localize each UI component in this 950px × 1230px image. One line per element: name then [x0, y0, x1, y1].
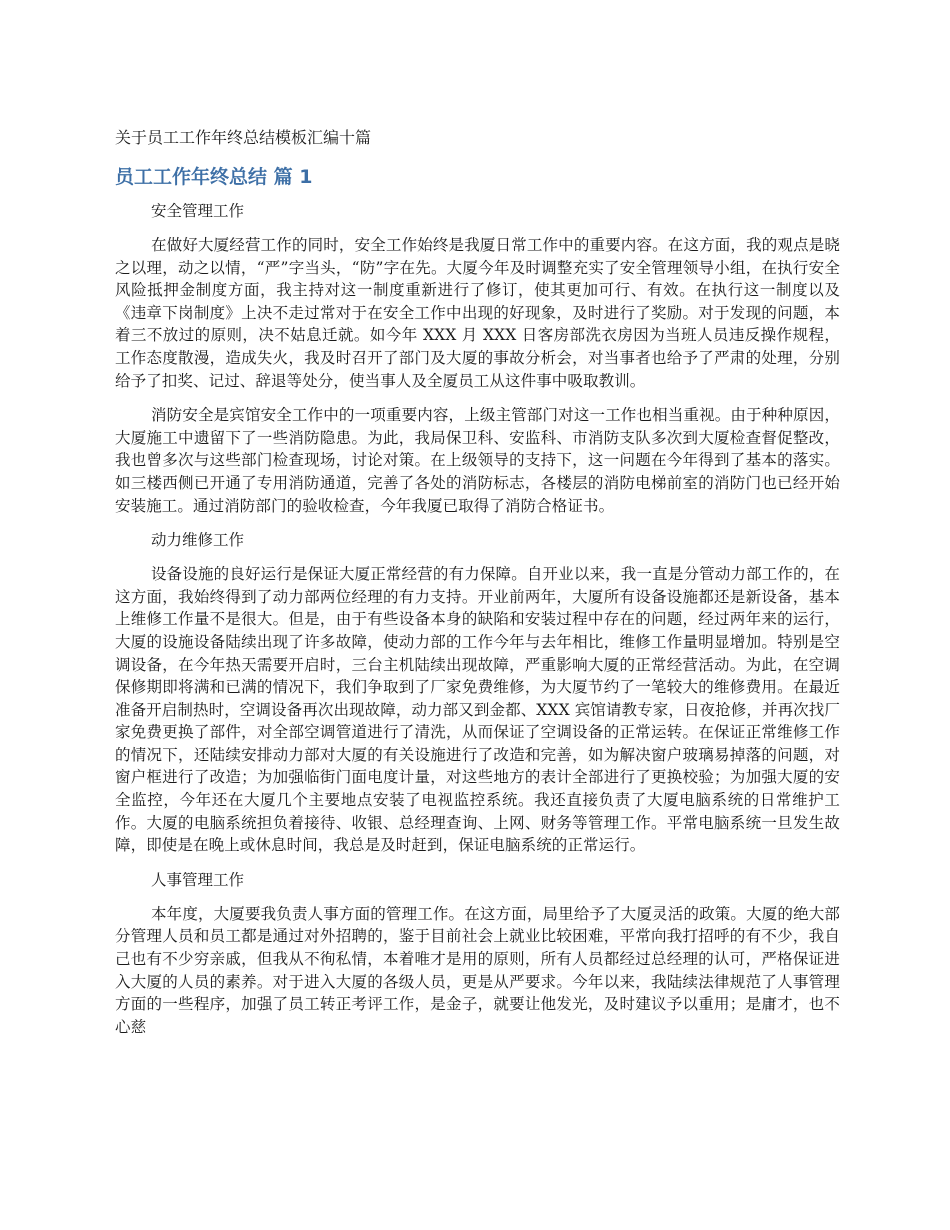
section-heading: 员工工作年终总结 篇 1: [115, 166, 313, 188]
paragraph-fire-safety: 消防安全是宾馆安全工作中的一项重要内容，上级主管部门对这一工作也相当重视。由于种种原因，大厦施工中遗留下了一些消防隐患。为此，我局保卫科、安监科、市消防支队多次到大厦检查督促整改，我也曾多次与这些部门检查现场，讨论对策。在上级领导的支持下，这一问题在今年得到了基本的落实。如三楼西侧已开通了专用消防通道，完善了各处的消防标志，各楼层的消防电梯前室的消防门也已经开始安装施工。通过消防部门的验收检查，今年我厦已取得了消防合格证书。: [115, 406, 840, 515]
paragraph-safety-management: 在做好大厦经营工作的同时，安全工作始终是我厦日常工作中的重要内容。在这方面，我的观点是晓之以理，动之以情，“严”字当头，“防”字在先。大厦今年及时调整充实了安全管理领导小组，在执行安全风险抵押金制度方面，我主持对这一制度重新进行了修订，使其更加可行、有效。在执行这一制度以及《违章下岗制度》上决不走过常对于在安全工作中出现的好现象，及时进行了奖励。对于发现的问题，本着三不放过的原则，决不姑息迁就。如今年 XXX 月 XXX 日客房部洗衣房因为当班人员违反操作规程，工作态度散漫，造成失火，我及时召开了部门及大厦的事故分析会，对当事者也给予了严肃的处理，分别给予了扣奖、记过、辞退等处分，使当事人及全厦员工从这件事中吸取教训。: [115, 236, 840, 390]
paragraph-power-maintenance: 设备设施的良好运行是保证大厦正常经营的有力保障。自开业以来，我一直是分管动力部工作的，在这方面，我始终得到了动力部两位经理的有力支持。开业前两年，大厦所有设备设施都还是新设备，基本上维修工作量不是很大。但是，由于有些设备本身的缺陷和安装过程中存在的问题，经过两年来的运行，大厦的设施设备陆续出现了许多故障，使动力部的工作今年与去年相比，维修工作量明显增加。特别是空调设备，在今年热天需要开启时，三台主机陆续出现故障，严重影响大厦的正常经营活动。为此，在空调保修期即将满和已满的情况下，我们争取到了厂家免费维修，为大厦节约了一笔较大的维修费用。在最近准备开启制热时，空调设备再次出现故障，动力部又到金都、XXX 宾馆请教专家，日夜抢修，并再次找厂家免费更换了部件，对全部空调管道进行了清洗，从而保证了空调设备的正常运转。在保证正常维修工作的情况下，还陆续安排动力部对大厦的有关设施进行了改造和完善，如为解决窗户玻璃易掉落的问题，对窗户框进行了改造；为加强临街门面电度计量，对这些地方的表计全部进行了更换校验；为加强大厦的安全监控，今年还在大厦几个主要地点安装了电视监控系统。我还直接负责了大厦电脑系统的日常维护工作。大厦的电脑系统担负着接待、收银、总经理查询、上网、财务等管理工作。平常电脑系统一旦发生故障，即使是在晚上或休息时间，我总是及时赶到，保证电脑系统的正常运行。: [115, 565, 840, 855]
subheading-safety: 安全管理工作: [151, 202, 245, 220]
document-page: [115, 126, 840, 1050]
document-title: 关于员工工作年终总结模板汇编十篇: [115, 128, 372, 147]
paragraph-personnel: 本年度，大厦要我负责人事方面的管理工作。在这方面，局里给予了大厦灵活的政策。大厦的绝大部分管理人员和员工都是通过对外招聘的，鉴于目前社会上就业比较困难，平常向我打招呼的有不少，我自己也有不少穷亲戚，但我从不徇私情，本着唯才是用的原则，所有人员都经过总经理的认可，严格保证进入大厦的人员的素养。对于进入大厦的各级人员，更是从严要求。今年以来，我陆续法律规范了人事管理方面的一些程序，加强了员工转正考评工作，是金子，就要让他发光，及时建议予以重用；是庸才，也不心慈: [115, 904, 840, 1036]
subheading-power-maintenance: 动力维修工作: [151, 531, 245, 550]
subheading-personnel: 人事管理工作: [151, 870, 245, 889]
